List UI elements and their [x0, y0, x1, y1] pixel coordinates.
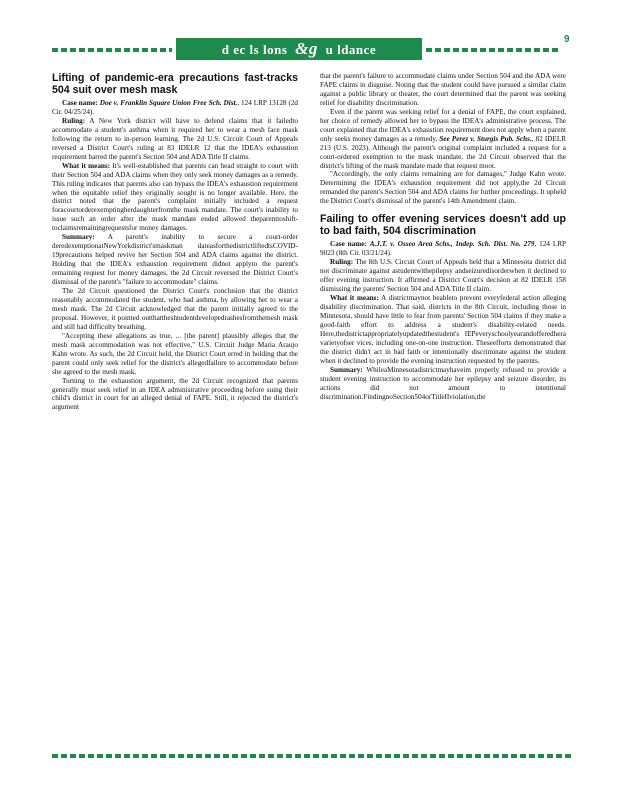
article1-ruling: [52, 117, 298, 162]
case-citation: Doe v. Franklin Square Union Free Sch. Dist.: [99, 99, 238, 107]
article1-what-it-means: [52, 162, 298, 234]
what-it-means-text: A districtmaynot beableto prevent everyfederal action alleging disability discrimination. That said, districts in the 8th Circuit, including those in Minnesota, should have little to fear from parents' Section 504 claims if they make a good-faith effort to address a student's disability-related needs. Here,thedistrictappropriatelyupdatedthestudent's IEPeveryschoolyearandofferedhera varietyofser vices, including one-on-one instruction. Theseefforts demonstrated that the district didn't act in bad faith or intentionally discriminate against the student when it declined to provide the evening instruction requested by the parents.: [320, 294, 566, 365]
article2-what-it-means: [320, 294, 566, 366]
article1-case-name: [52, 99, 298, 117]
article-separator: [320, 206, 566, 213]
page-number: 9: [564, 34, 570, 45]
header-dash-rule-left: [52, 48, 172, 52]
header-dash-rule-right: [426, 48, 560, 52]
article2-headline: Failing to offer evening services doesn't add up to bad faith, 504 discrimination: [320, 213, 566, 238]
footer-dash-rule: [52, 754, 572, 758]
left-column: [52, 72, 298, 412]
ruling-label: Ruling:: [330, 258, 354, 267]
ruling-text: The 8th U.S. Circuit Court of Appeals held that a Minnesota district did not discriminate against astudentwithepilepsy andseizuredisorderwhen it declined to offer evening instruction. It affirmed a District Court's decision at 82 IDELR 158 dismissing the parents' Section 504 and ADA Title II claim.: [320, 258, 566, 294]
banner-title-part2: u ldance: [325, 42, 377, 57]
paragraph-text: , 82 IDELR 213 (U.S. 2023). Although the parent's original complaint included a request for a court-ordered exemption to the mask mandate, the 2d Circuit observed that the district's lifting of the mask mandate made that request moot.: [320, 134, 566, 170]
article1-paragraph: [320, 108, 566, 171]
banner-ampersand: &g: [295, 39, 318, 58]
paragraph-text: Even if the parent was seeking relief for a denial of FAPE, the court explained, her choice of remedy allowed her to bypass the IDEA's administrative process. The court explained that the IDEA's exhaustion requirement does not apply when a parent only seeks money damages as a remedy.: [320, 107, 566, 143]
ruling-text: A New York district will have to defend claims that it failedto accommodate a student's asthma when it required her to wear a mesh face mask following the return to in-person learning. The 2d U.S. Circuit Court of Appeals reversed a District Court's ruling at 83 IDELR 12 that the IDEA's exhaustion requirement barred the parent's Section 504 and ADA Title II claims.: [52, 116, 298, 161]
article1-headline: Lifting of pandemic-era precautions fast-tracks 504 suit over mesh mask: [52, 72, 298, 96]
summary-text: WhileaMinnesotadistrictmayhaveim properly refused to provide a student evening instruction to accommodate her epilepsy and seizure disorder, its actions did not amount to intentional discrimination.FindingnoSection504orTitleIIviolation,the: [320, 365, 567, 401]
page-header: [52, 34, 572, 62]
article1-paragraph: Turning to the exhaustion argument, the 2d Circuit recognized that parents generally must seek relief in an IDEA administrative proceeding before suing their child's district in court for an alleged denial of FAPE. Still, it rejected the district's argument: [52, 376, 298, 412]
ruling-label: Ruling:: [62, 116, 86, 125]
case-citation-rest: , 124 LRP 13128 (2d Cir. 04/25/24).: [52, 99, 299, 116]
article1-paragraph: "Accordingly, the only claims remaining are for damages," Judge Kahn wrote. Determining the IDEA's exhaustion requirement did not apply,the 2d Circuit remanded the parent's Section 504 and ADA claims for further proceedings. It upheld the District Court's dismissal of the parent's 14th Amendment claim.: [320, 170, 566, 206]
right-column: [320, 72, 566, 401]
case-name-label: Case name:: [62, 99, 98, 107]
article2-case-name: [320, 240, 566, 258]
article2-ruling: [320, 258, 566, 294]
article1-paragraph: "Accepting these allegations as true, ... [the parent] plausibly alleges that the mesh mask accommodation was not effective," U.S. Circuit Judge Maria Araujo Kahn wrote. As such, the 2d Circuit held, the District Court erred in holding that the parent could only seek relief for the district's allegedfailure to accommodate before she agreed to the mesh mask.: [52, 331, 298, 376]
what-it-means-label: What it means:: [330, 294, 379, 303]
article2-summary: [320, 366, 566, 402]
banner-title-part1: d ec ls lons: [221, 42, 288, 57]
summary-label: Summary:: [330, 365, 363, 374]
article1-summary: [52, 233, 298, 287]
summary-text: A parent's inability to secure a court-order deredexemptionatNewYorkdistrict'smaskman dateasforthedistrictliftedtsCOVID-19precautions helped revive her Section 504 and ADA claims against the district. Holding that the IDEA's exhaustion requirement didnot applyto the parent's remaining request for money damages, the 2d Circuit reversed the District Court's dismissal of the parent's "failure to accommodate" claims.: [52, 233, 299, 287]
what-it-means-text: It's well-established that parents can head straight to court with their Section 504 and ADA claims when they only seek money damages as a remedy. This ruling indicates that parents also can bypass the IDEA's exhaustion requirement when the equitable relief they originally sought is no longer available. Here, the district noted that the parent's complaint initially included a request foracourtorderexemptingherdaughterfromthe mask mandate. The court's inability to issue such an order after the mask mandate ended allowed theparenttoshift-toclaimsremainingrequestsfor money damages.: [52, 161, 298, 233]
case-citation: See Perez v. Sturgis Pub. Schs.: [439, 134, 532, 143]
section-banner: [176, 38, 422, 60]
article1-paragraph: that the parent's failure to accommodate claims under Section 504 and the ADA were FAPE claims in disguise. Noting that the student could have pursued a similar claim against a public library or theater, the court determined that the parent was seeking relief for disability discrimination.: [320, 72, 566, 107]
case-name-label: Case name:: [330, 240, 367, 249]
summary-label: Summary:: [62, 233, 95, 242]
what-it-means-label: What it means:: [62, 161, 111, 170]
article1-paragraph: The 2d Circuit questioned the District Court's conclusion that the district reasonably accommodated the student, who had asthma, by allowing her to wear a mesh mask. The 2d Circuit acknowledged that the parent initially agreed to the proposal. However, it pointed outthattheshtudentdevelopedrashesfromthemesh mask and still had difficulty breathing.: [52, 287, 298, 331]
case-citation: A.J.T. v. Osseo Area Schs., Indep. Sch. Dist. No. 279: [369, 240, 535, 249]
case-citation-rest: , 124 LRP 9023 (8th Cir. 03/21/24).: [320, 240, 567, 258]
